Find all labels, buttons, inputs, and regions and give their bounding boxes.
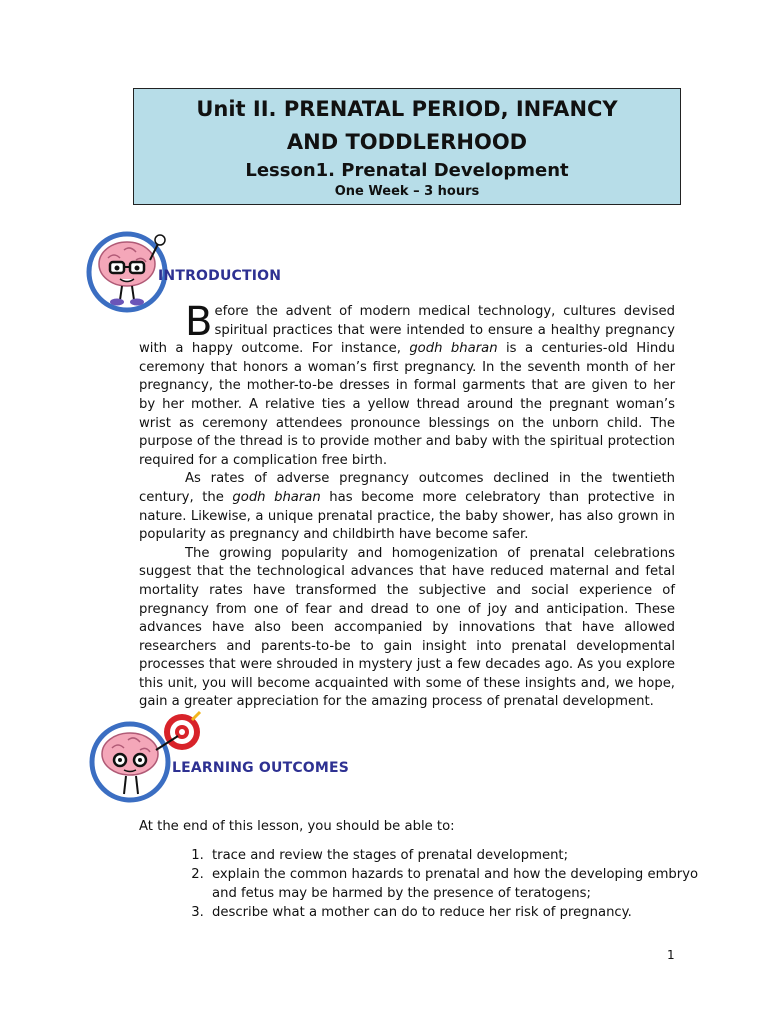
intro-p1-text-a: efore the advent of modern medical technology, cultures devised spiritual practices that were intended to ensure a healthy pregnancy with a happy outcome. For instance, [139,304,675,357]
list-item: 3. describe what a mother can do to reduce her risk of pregnancy. [208,903,700,922]
lesson-title: Lesson1. Prenatal Development [245,160,569,181]
learning-outcomes-list [186,846,700,922]
intro-p2-text-a: As rates of adverse pregnancy outcomes declined in the twentieth century, the [139,471,675,505]
unit-title [134,93,680,159]
page-number: 1 [667,948,675,962]
intro-paragraph-3: The growing popularity and homogenization of prenatal celebrations suggest that the technological advances that have reduced maternal and fetal mortality rates have transformed the subjective and social experience of pregnancy from one of fear and dread to one of joy and anticipation. These advances have also been accompanied by innovations that have allowed researchers and parents-to-be to gain insight into prenatal developmental processes that were shrouded in mystery just a few decades ago. As you explore this unit, you will become acquainted with some of these insights and, we hope, gain a greater appreciation for the amazing process of prenatal development. [139,545,675,710]
list-item: 2. explain the common hazards to prenatal and how the developing embryo and fetus may be harmed by the presence of teratogens; [208,865,700,903]
intro-p2-text-b: has become more celebratory than protective in nature. Likewise, a unique prenatal practice, the baby shower, has also grown in popularity as pregnancy and childbirth have become safer. [139,489,675,543]
unit-title-line2: AND TODDLERHOOD [286,130,528,154]
brain-target-mascot-icon [86,710,204,806]
unit-title-line1: Unit II. PRENATAL PERIOD, INFANCY [196,97,618,121]
introduction-body [139,299,675,712]
outcomes-intro: At the end of this lesson, you should be able to: [139,819,455,834]
list-item: 1. trace and review the stages of prenatal development; [208,846,700,865]
intro-p2-emphasis: godh bharan [232,489,321,505]
unit-title-box [133,88,681,205]
intro-paragraph-2 [139,470,675,544]
learning-outcomes-heading: LEARNING OUTCOMES [172,760,350,776]
intro-p1-text-b: is a centuries-old Hindu ceremony that honors a woman’s first pregnancy. In the seventh month of her pregnancy, the mother-to-be dresses in formal garments that are given to her by her mother. A relative ties a yellow thread around the pregnant woman’s wrist as ceremony attendees pronounce blessings on the unborn child. The purpose of the thread is to provide mother and baby with the spiritual protection required for a complication free birth. [139,341,675,468]
introduction-heading: INTRODUCTION [158,268,282,284]
intro-p1-emphasis: godh bharan [409,341,498,357]
intro-paragraph-1 [139,299,675,470]
drop-cap: B [185,299,213,345]
lesson-duration: One Week – 3 hours [334,184,480,199]
